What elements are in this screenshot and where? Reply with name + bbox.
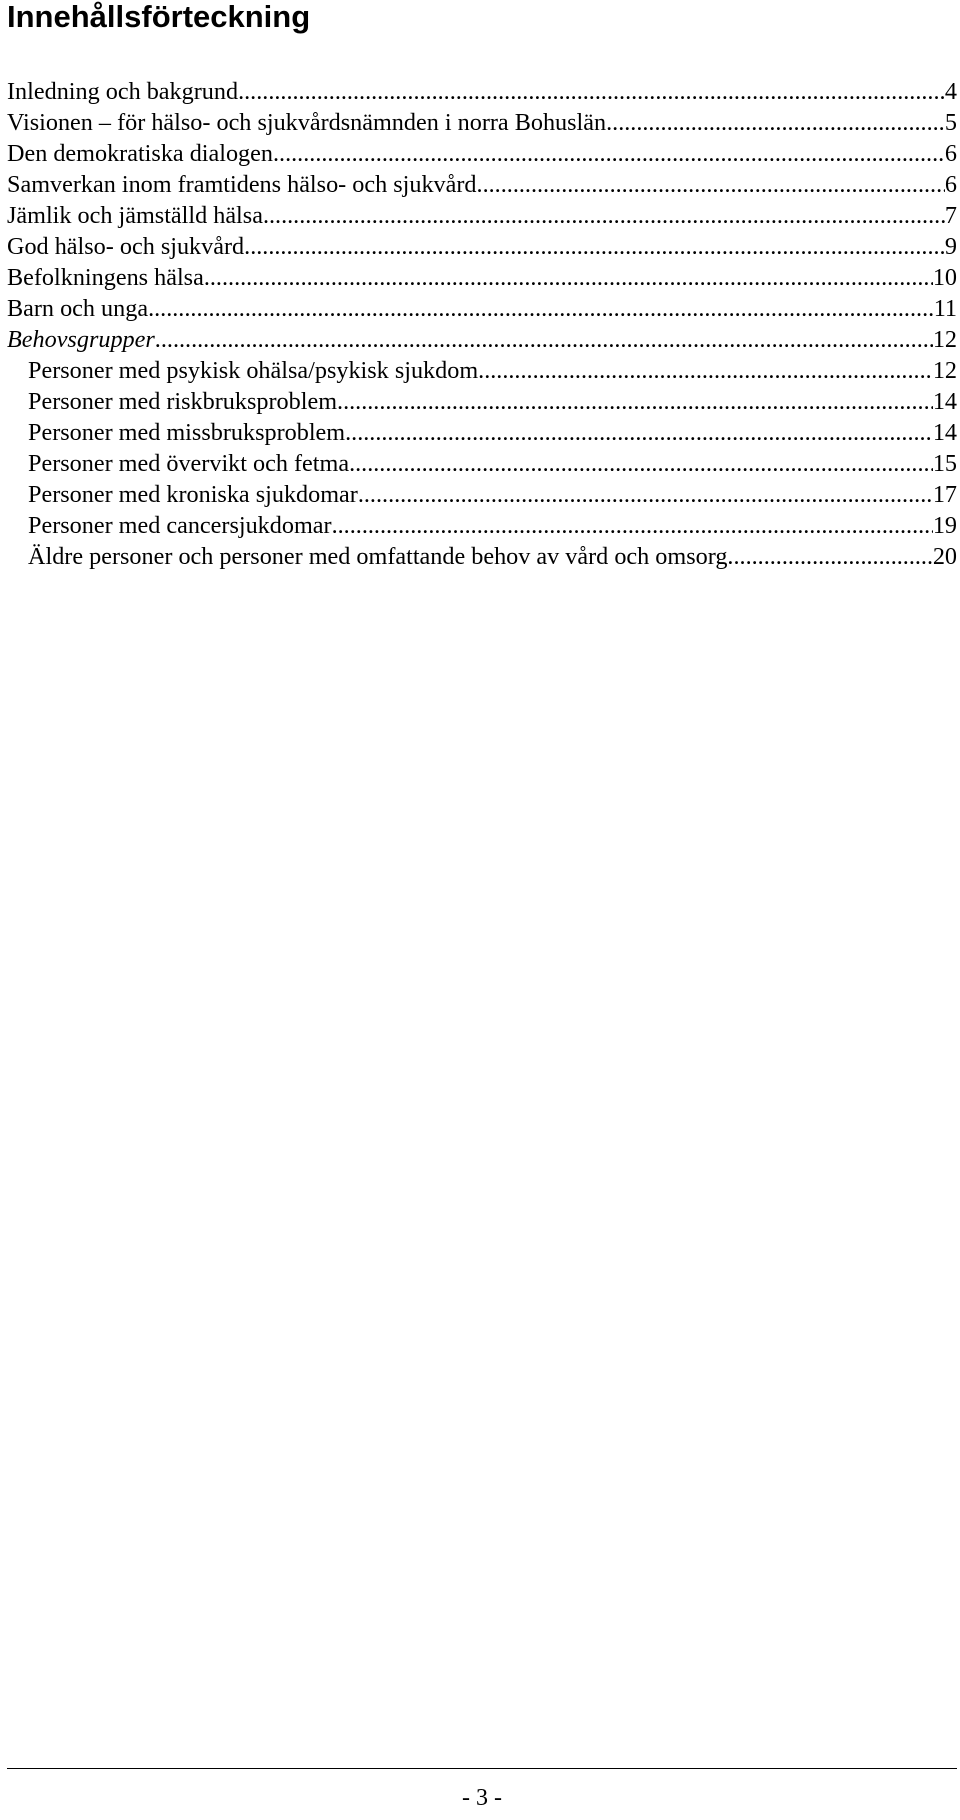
toc-dot-leader — [478, 355, 933, 386]
toc-dot-leader — [727, 541, 932, 572]
toc-dot-leader — [345, 417, 933, 448]
toc-entry-label: Personer med övervikt och fetma — [28, 450, 350, 477]
toc-entry-label: Samverkan inom framtidens hälso- och sjukvård — [7, 171, 477, 198]
toc-entry-page: 10 — [932, 264, 957, 291]
toc-entry-label: Personer med cancersjukdomar — [28, 512, 332, 539]
toc-entry-page: 6 — [944, 171, 957, 198]
toc-dot-leader — [244, 231, 945, 262]
toc-dot-leader — [349, 448, 933, 479]
toc-entry-page: 9 — [944, 233, 957, 260]
toc-entry-label: Inledning och bakgrund — [7, 78, 239, 105]
toc-entry[interactable] — [7, 107, 957, 138]
toc-entry-label: Den demokratiska dialogen — [7, 140, 273, 167]
toc-entry-label: Behovsgrupper — [7, 326, 155, 353]
toc-subentry[interactable] — [7, 541, 957, 572]
toc-entry-label: Personer med riskbruksproblem — [28, 388, 338, 415]
toc-subentry[interactable] — [7, 448, 957, 479]
toc-entry-label: Visionen – för hälso- och sjukvårdsnämnden i norra Bohuslän — [7, 109, 607, 136]
toc-entry[interactable] — [7, 169, 957, 200]
toc-dot-leader — [606, 107, 945, 138]
toc-entry-page: 12 — [932, 326, 957, 353]
toc-entry[interactable] — [7, 231, 957, 262]
toc-entry-label: Befolkningens hälsa — [7, 264, 204, 291]
toc-entry-page: 4 — [944, 78, 957, 105]
toc-entry-label: Barn och unga — [7, 295, 149, 322]
page-number: - 3 - — [462, 1785, 502, 1811]
toc-dot-leader — [204, 262, 933, 293]
toc-entry-page: 6 — [944, 140, 957, 167]
toc-dot-leader — [148, 293, 934, 324]
toc-subentry[interactable] — [7, 386, 957, 417]
toc-entry-page: 11 — [933, 295, 957, 322]
toc-dot-leader — [358, 479, 933, 510]
toc-entry-page: 7 — [944, 202, 957, 229]
toc-entry-page: 12 — [932, 357, 957, 384]
toc-dot-leader — [155, 324, 933, 355]
toc-entry-label: Jämlik och jämställd hälsa — [7, 202, 263, 229]
toc-subentry[interactable] — [7, 355, 957, 386]
toc-subentry[interactable] — [7, 417, 957, 448]
table-of-contents — [7, 76, 957, 572]
toc-entry-page: 14 — [932, 419, 957, 446]
toc-entry-page: 19 — [932, 512, 957, 539]
toc-entry-page: 15 — [932, 450, 957, 477]
toc-dot-leader — [263, 200, 945, 231]
toc-subentry[interactable] — [7, 479, 957, 510]
toc-section-heading[interactable] — [7, 324, 957, 355]
toc-dot-leader — [337, 386, 933, 417]
toc-entry[interactable] — [7, 200, 957, 231]
toc-entry-page: 14 — [932, 388, 957, 415]
footer-divider — [7, 1768, 957, 1769]
toc-entry-label: Personer med psykisk ohälsa/psykisk sjukdom — [28, 357, 479, 384]
toc-entry-label: Personer med kroniska sjukdomar — [28, 481, 358, 508]
toc-entry[interactable] — [7, 138, 957, 169]
toc-entry-page: 17 — [932, 481, 957, 508]
toc-dot-leader — [238, 76, 945, 107]
toc-entry-page: 5 — [944, 109, 957, 136]
toc-entry-label: Personer med missbruksproblem — [28, 419, 346, 446]
toc-entry[interactable] — [7, 293, 957, 324]
toc-dot-leader — [477, 169, 945, 200]
toc-subentry[interactable] — [7, 510, 957, 541]
toc-entry[interactable] — [7, 262, 957, 293]
toc-entry-page: 20 — [932, 543, 957, 570]
page-title: Innehållsförteckning — [7, 0, 311, 34]
toc-dot-leader — [332, 510, 933, 541]
toc-dot-leader — [273, 138, 945, 169]
toc-entry[interactable] — [7, 76, 957, 107]
toc-entry-label: God hälso- och sjukvård — [7, 233, 245, 260]
toc-entry-label: Äldre personer och personer med omfattande behov av vård och omsorg — [28, 543, 728, 570]
